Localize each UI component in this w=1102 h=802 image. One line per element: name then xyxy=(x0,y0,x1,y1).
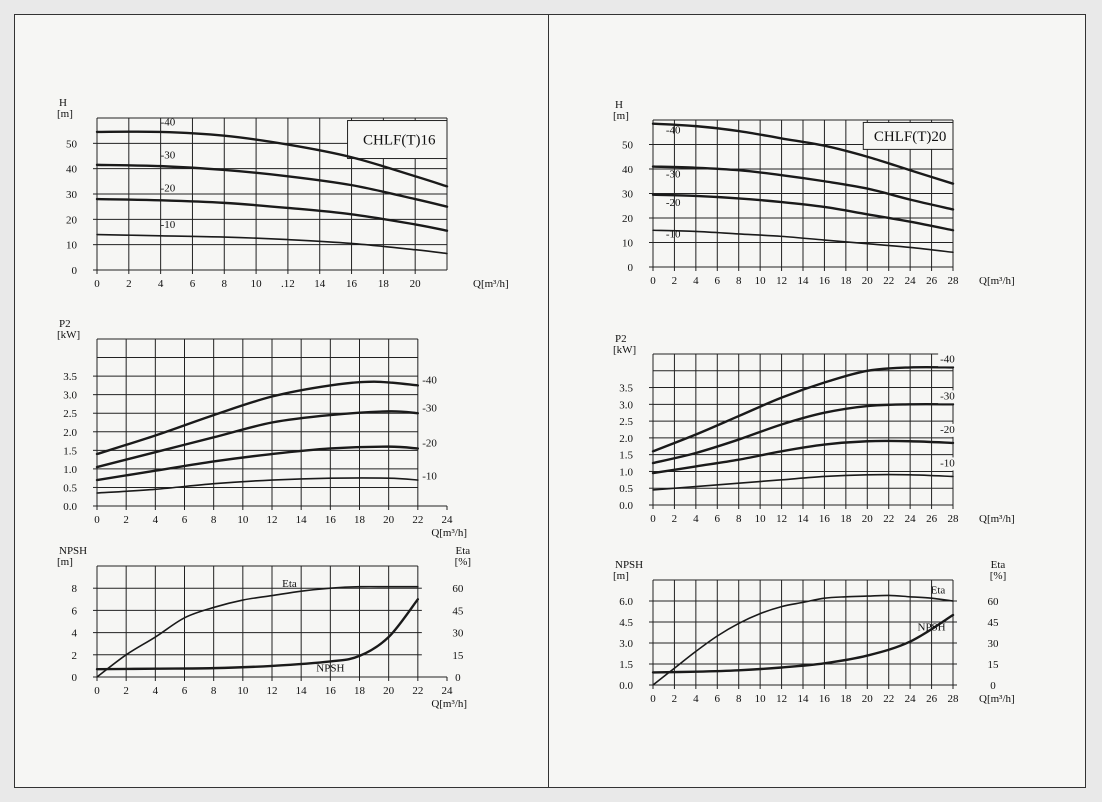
y-tick-label: 0 xyxy=(71,265,77,277)
series-line-h10 xyxy=(97,478,418,493)
y-tick-label: 0.0 xyxy=(63,501,77,513)
y2-tick-label: 60 xyxy=(452,583,464,596)
x-tick-label: 0 xyxy=(94,278,100,290)
x-tick-label: 0 xyxy=(94,514,100,526)
y-tick-label: 3.5 xyxy=(63,371,77,384)
series-line-npsh xyxy=(97,599,418,669)
x-tick-label: 24 xyxy=(441,514,453,526)
chart-right-npsh-eta xyxy=(613,559,1015,705)
y2-tick-label: 45 xyxy=(452,605,464,618)
y-tick-label: 10 xyxy=(622,237,633,250)
y-tick-label: 6 xyxy=(71,605,77,618)
chart-left-npsh-eta xyxy=(57,545,471,710)
x-tick-label: 28 xyxy=(947,275,959,287)
x-tick-label: 4 xyxy=(152,685,159,697)
y-axis-unit: [kW] xyxy=(57,329,81,341)
x-tick-label: 8 xyxy=(210,514,217,526)
x-tick-label: 10 xyxy=(237,514,249,526)
x-axis-title: Q[m³/h] xyxy=(431,527,467,539)
x-tick-label: 10 xyxy=(754,275,766,287)
x-tick-label: 20 xyxy=(861,513,873,525)
series-label-h10: -10 xyxy=(160,219,176,232)
y2-tick-label: 60 xyxy=(987,596,999,608)
x-axis-title: Q[m³/h] xyxy=(979,275,1015,287)
x-axis-title: Q[m³/h] xyxy=(979,513,1015,525)
x-tick-label: 4 xyxy=(693,513,699,525)
chart-left-head xyxy=(57,97,509,290)
y2-tick-label: 15 xyxy=(987,659,999,671)
y-tick-label: 0.0 xyxy=(619,680,633,692)
y2-axis-unit: [%] xyxy=(989,570,1007,582)
x-tick-label: 18 xyxy=(840,513,852,525)
y2-tick-label: 0 xyxy=(990,680,996,692)
x-tick-label: 24 xyxy=(441,685,453,697)
y-tick-label: 1.5 xyxy=(63,445,77,458)
y-tick-label: 1.0 xyxy=(63,463,77,476)
x-tick-label: 0 xyxy=(94,685,100,697)
x-tick-label: .12 xyxy=(281,278,295,290)
x-tick-label: 0 xyxy=(650,513,656,525)
series-label-h40: -40 xyxy=(160,116,176,129)
series-line-h20 xyxy=(97,199,447,231)
x-tick-label: 12 xyxy=(266,514,278,526)
y-tick-label: 0.5 xyxy=(63,482,77,495)
x-tick-label: 28 xyxy=(947,513,959,525)
x-axis-title: Q[m³/h] xyxy=(473,278,509,290)
y-tick-label: 40 xyxy=(66,163,77,176)
y-axis-title: NPSH xyxy=(615,559,644,571)
x-tick-label: 8 xyxy=(735,275,742,287)
y-tick-label: 2.5 xyxy=(619,416,633,429)
x-tick-label: 12 xyxy=(776,693,788,705)
y2-axis-title: Eta xyxy=(455,545,471,557)
y-axis-title: H xyxy=(615,99,623,111)
x-tick-label: 2 xyxy=(126,278,132,290)
x-tick-label: 22 xyxy=(412,685,424,697)
y-tick-label: 0 xyxy=(627,262,633,274)
x-tick-label: 2 xyxy=(671,693,678,705)
chart-left-power xyxy=(57,318,467,539)
x-tick-label: 4 xyxy=(693,693,699,705)
x-tick-label: 12 xyxy=(776,513,788,525)
series-label-h20: -20 xyxy=(665,196,681,209)
y-axis-unit: [m] xyxy=(57,556,73,568)
x-tick-label: 18 xyxy=(840,693,852,705)
x-tick-label: 14 xyxy=(797,513,809,525)
x-tick-label: 18 xyxy=(354,685,365,697)
x-tick-label: 6 xyxy=(181,685,188,697)
x-tick-label: 10 xyxy=(754,693,766,705)
x-tick-label: 8 xyxy=(221,278,228,290)
series-label-h40: -40 xyxy=(665,124,681,137)
x-tick-label: 22 xyxy=(883,693,895,705)
series-label-h20: -20 xyxy=(940,423,955,436)
x-tick-label: 0 xyxy=(650,693,656,705)
x-tick-label: 2 xyxy=(671,513,678,525)
y-tick-label: 2.0 xyxy=(63,426,77,439)
x-tick-label: 20 xyxy=(383,514,395,526)
y-tick-label: 20 xyxy=(66,214,77,227)
y-tick-label: 3.0 xyxy=(619,638,633,650)
y-tick-label: 4.5 xyxy=(619,617,633,629)
y-tick-label: 3.0 xyxy=(619,399,633,412)
series-label-h30: -30 xyxy=(160,149,176,162)
y-tick-label: 8 xyxy=(71,583,77,596)
x-tick-label: 14 xyxy=(797,693,809,705)
y-tick-label: 40 xyxy=(622,164,633,176)
y-tick-label: 30 xyxy=(622,188,633,201)
x-tick-label: 8 xyxy=(735,513,742,525)
y-tick-label: 0.0 xyxy=(619,500,633,512)
x-tick-label: 6 xyxy=(714,693,721,705)
y-axis-title: H xyxy=(59,97,67,109)
x-tick-label: 14 xyxy=(797,275,809,287)
series-label-h40: -40 xyxy=(422,374,437,387)
y-tick-label: 1.0 xyxy=(619,466,633,479)
x-tick-label: 6 xyxy=(714,513,721,525)
x-tick-label: 18 xyxy=(354,514,365,526)
x-tick-label: 26 xyxy=(926,275,938,287)
x-tick-label: 6 xyxy=(714,275,721,287)
x-tick-label: 12 xyxy=(776,275,788,287)
y-axis-unit: [kW] xyxy=(613,344,637,356)
x-tick-label: 14 xyxy=(295,685,307,697)
x-tick-label: 24 xyxy=(904,275,916,287)
x-tick-label: 0 xyxy=(650,275,656,287)
chart-right-power xyxy=(613,333,1015,525)
y2-tick-label: 0 xyxy=(455,672,461,684)
x-tick-label: 22 xyxy=(412,514,424,526)
y2-axis-unit: [%] xyxy=(454,556,472,568)
y-axis-unit: [m] xyxy=(613,570,629,582)
series-label-h10: -10 xyxy=(665,228,681,241)
x-tick-label: 22 xyxy=(883,513,895,525)
y-tick-label: 50 xyxy=(622,139,633,152)
x-tick-label: 20 xyxy=(383,685,395,697)
series-label-eta: Eta xyxy=(930,584,946,597)
x-tick-label: 14 xyxy=(295,514,307,526)
x-tick-label: 16 xyxy=(346,278,358,290)
series-label-h30: -30 xyxy=(940,390,955,403)
x-tick-label: 24 xyxy=(904,513,916,525)
x-tick-label: 10 xyxy=(250,278,262,290)
y-axis-unit: [m] xyxy=(613,110,629,122)
x-tick-label: 2 xyxy=(123,685,129,697)
x-tick-label: 16 xyxy=(324,514,336,526)
x-axis-title: Q[m³/h] xyxy=(979,693,1015,705)
y-tick-label: 3.5 xyxy=(619,382,633,395)
y2-tick-label: 45 xyxy=(987,617,999,629)
y-tick-label: 3.0 xyxy=(63,389,77,402)
y-tick-label: 2.0 xyxy=(619,432,633,445)
x-tick-label: 16 xyxy=(818,513,830,525)
y-axis-title: NPSH xyxy=(59,545,88,557)
x-tick-label: 22 xyxy=(883,275,895,287)
x-tick-label: 28 xyxy=(947,693,959,705)
x-tick-label: 8 xyxy=(210,685,217,697)
y-tick-label: 1.5 xyxy=(619,659,633,671)
x-tick-label: 16 xyxy=(324,685,336,697)
series-label-h40: -40 xyxy=(940,353,955,366)
model-label: CHLF(T)20 xyxy=(873,128,947,145)
y-tick-label: 0 xyxy=(71,672,77,684)
x-tick-label: 20 xyxy=(861,275,873,287)
series-label-h30: -30 xyxy=(422,402,437,415)
y-tick-label: 1.5 xyxy=(619,449,633,462)
y-axis-title: P2 xyxy=(615,333,627,345)
x-tick-label: 26 xyxy=(926,513,938,525)
y2-axis-title: Eta xyxy=(990,559,1006,571)
y-tick-label: 2 xyxy=(71,649,77,662)
series-label-npsh: NPSH xyxy=(917,621,946,634)
x-tick-label: 14 xyxy=(314,278,326,290)
y2-tick-label: 30 xyxy=(987,638,999,650)
x-tick-label: 24 xyxy=(904,693,916,705)
x-tick-label: 26 xyxy=(926,693,938,705)
y-tick-label: 2.5 xyxy=(63,408,77,421)
y-tick-label: 10 xyxy=(66,239,77,252)
y2-tick-label: 15 xyxy=(452,649,464,662)
y-tick-label: 30 xyxy=(66,189,77,201)
x-tick-label: 4 xyxy=(152,514,159,526)
series-label-h20: -20 xyxy=(422,437,437,450)
y2-tick-label: 30 xyxy=(452,627,464,640)
x-tick-label: 10 xyxy=(754,513,766,525)
x-tick-label: 18 xyxy=(377,278,389,290)
x-tick-label: 2 xyxy=(123,514,129,526)
x-tick-label: 6 xyxy=(189,278,196,290)
x-tick-label: 18 xyxy=(840,275,852,287)
x-tick-label: 20 xyxy=(861,693,873,705)
x-tick-label: 10 xyxy=(237,685,249,697)
x-tick-label: 6 xyxy=(181,514,188,526)
x-tick-label: 12 xyxy=(266,685,278,697)
series-line-h20 xyxy=(97,447,418,480)
y-tick-label: 20 xyxy=(622,213,633,225)
series-label-h10: -10 xyxy=(422,470,437,483)
x-tick-label: 16 xyxy=(818,693,830,705)
series-label-npsh: NPSH xyxy=(316,662,345,675)
x-axis-title: Q[m³/h] xyxy=(431,698,467,710)
x-tick-label: 2 xyxy=(671,275,678,287)
x-tick-label: 4 xyxy=(693,275,699,287)
series-line-eta xyxy=(97,587,418,677)
x-tick-label: 8 xyxy=(735,693,742,705)
x-tick-label: 20 xyxy=(409,278,421,290)
y-tick-label: 6.0 xyxy=(619,596,633,608)
series-label-h20: -20 xyxy=(160,182,176,195)
series-label-h10: -10 xyxy=(940,457,955,470)
series-line-h40 xyxy=(97,382,418,454)
y-tick-label: 50 xyxy=(66,138,77,151)
y-tick-label: 0.5 xyxy=(619,483,633,496)
model-label: CHLF(T)16 xyxy=(363,132,436,149)
series-line-h10 xyxy=(97,235,447,254)
series-label-eta: Eta xyxy=(282,578,297,591)
y-axis-unit: [m] xyxy=(57,108,73,120)
x-tick-label: 4 xyxy=(157,278,164,290)
y-axis-title: P2 xyxy=(59,318,71,330)
series-label-h30: -30 xyxy=(665,168,681,181)
chart-right-head xyxy=(613,99,1015,287)
x-tick-label: 16 xyxy=(818,275,830,287)
y-tick-label: 4 xyxy=(71,627,77,640)
